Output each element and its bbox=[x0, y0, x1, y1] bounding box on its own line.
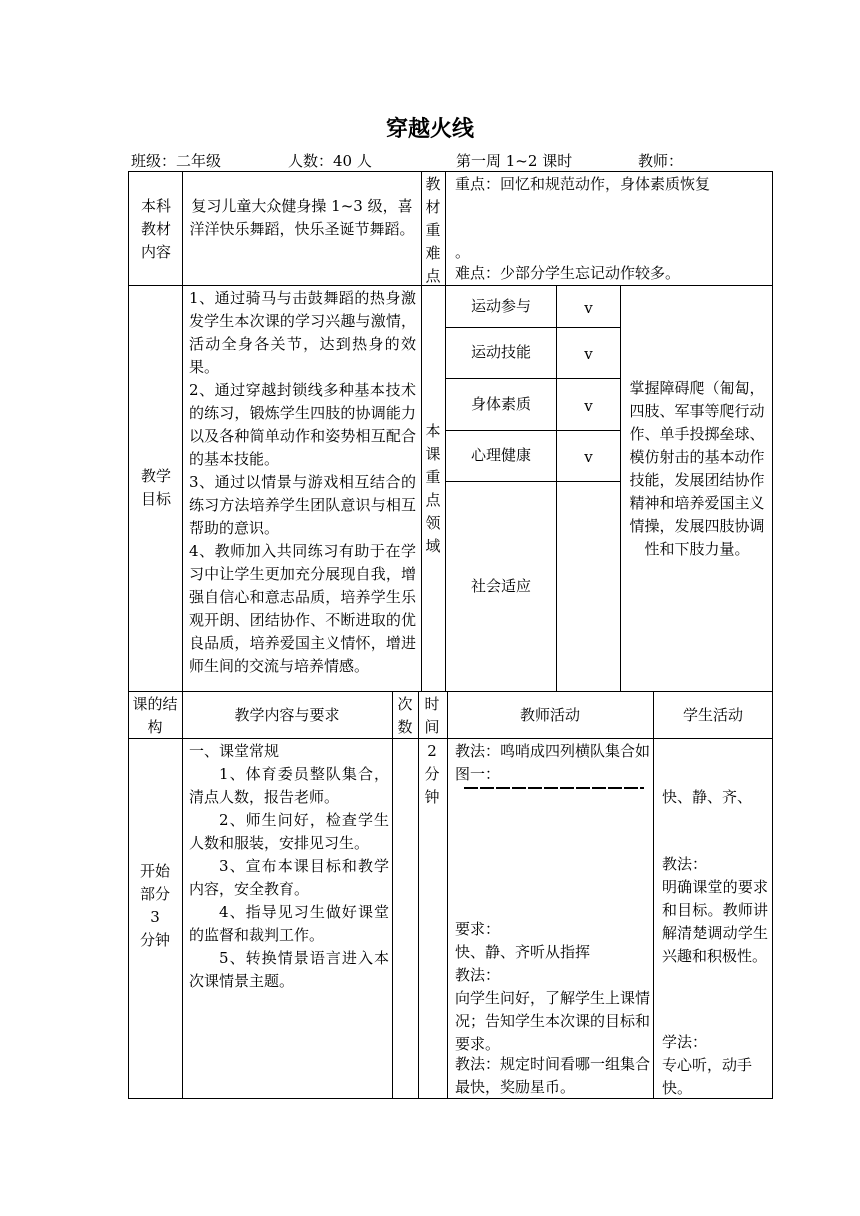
goal-item: 2、通过穿越封锁线多种基本技术的练习，锻炼学生四肢的协调能力以及各种简单动作和姿势相互配合的基本技能。 bbox=[189, 381, 416, 468]
student-activity-1: 快、静、齐、 bbox=[662, 788, 753, 806]
student-method-label: 教法： bbox=[662, 855, 708, 873]
domain-name: 心理健康 bbox=[470, 446, 531, 464]
material-content: 复习儿童大众健身操 1~3 级，喜洋洋快乐舞蹈，快乐圣诞节舞蹈。 bbox=[189, 197, 415, 238]
goals-label: 教学目标 bbox=[140, 467, 171, 508]
teacher-method-text: 向学生问好，了解学生上课情况；告知学生本次课的目标和要求。 bbox=[455, 989, 651, 1053]
domain-name: 运动参与 bbox=[470, 297, 531, 315]
domain-check: v bbox=[584, 345, 593, 363]
start-label-line: 部分 bbox=[139, 885, 170, 903]
domain-name: 身体素质 bbox=[470, 395, 531, 413]
start-label-line: 分钟 bbox=[139, 931, 170, 949]
teacher-method-3: 教法：规定时间看哪一组集合最快，奖励星币。 bbox=[455, 1055, 651, 1096]
teacher-activity-top: 教法：鸣哨成四列横队集合如图一： bbox=[455, 742, 651, 783]
content-header: 教学内容与要求 bbox=[234, 706, 340, 724]
time-header: 时间 bbox=[424, 695, 440, 736]
goals-list bbox=[189, 287, 416, 678]
teacher-header: 教师活动 bbox=[519, 706, 580, 724]
start-label-line: 3 bbox=[150, 908, 160, 926]
student-header: 学生活动 bbox=[682, 706, 743, 724]
start-time: 2分钟 bbox=[424, 742, 440, 806]
class-info: 班级：二年级 bbox=[131, 152, 222, 170]
domain-name: 社会适应 bbox=[470, 577, 531, 595]
difficulty-text: 难点：少部分学生忘记动作较多。 bbox=[455, 264, 681, 282]
key-point: 重点：回忆和规范动作，身体素质恢复 bbox=[455, 175, 711, 193]
teacher-req-label: 要求： bbox=[455, 920, 501, 938]
key-point-end: 。 bbox=[455, 243, 471, 261]
times-header: 次数 bbox=[397, 695, 413, 736]
week-info: 第一周 1~2 课时 bbox=[456, 152, 573, 170]
material-label: 本科教材内容 bbox=[140, 197, 171, 261]
goal-item: 4、教师加入共同练习有助于在学习中让学生更加充分展现自我，增强自信心和意志品质，培养学生乐观开朗、团结协作、不断进取的优良品质，培养爱国主义情怀，增进师生间的交流与培养情感。 bbox=[189, 542, 416, 675]
domain-check: v bbox=[584, 299, 593, 317]
teacher-method-label: 教法： bbox=[455, 966, 501, 984]
goals-summary: 掌握障碍爬（匍匐，四肢、军事等爬行动作、单手投掷垒球、模仿射击的基本动作技能，发展团结协作精神和培养爱国主义情操，发展四肢协调性和下肢力量。 bbox=[629, 379, 765, 558]
student-method-text: 明确课堂的要求和目标。教师讲解清楚调动学生兴趣和积极性。 bbox=[662, 878, 768, 965]
goal-item: 1、通过骑马与击鼓舞蹈的热身激发学生本次课的学习兴趣与激情，活动全身各关节，达到热身的效果。 bbox=[189, 289, 416, 376]
count-info: 人数：40 人 bbox=[288, 152, 372, 170]
start-item: 5、转换情景语言进入本次课情景主题。 bbox=[189, 949, 389, 990]
difficulty-label: 教材重难点 bbox=[425, 175, 441, 285]
formation-diagram bbox=[462, 784, 646, 794]
page-title: 穿越火线 bbox=[385, 117, 474, 142]
structure-header: 课的结构 bbox=[132, 695, 178, 736]
teacher-info: 教师： bbox=[638, 152, 684, 170]
student-learn-label: 学法： bbox=[662, 1033, 708, 1051]
start-item: 2、师生问好，检查学生人数和服装，安排见习生。 bbox=[189, 811, 389, 852]
student-learn-text: 专心听，动手快。 bbox=[662, 1056, 753, 1097]
start-content bbox=[189, 740, 389, 993]
domain-label: 本课重点领域 bbox=[425, 422, 441, 555]
domain-name: 运动技能 bbox=[470, 343, 531, 361]
teacher-req-text: 快、静、齐听从指挥 bbox=[455, 943, 591, 961]
start-label-line: 开始 bbox=[139, 862, 170, 880]
domain-check: v bbox=[584, 448, 593, 466]
domain-check: v bbox=[584, 397, 593, 415]
goal-item: 3、通过以情景与游戏相互结合的练习方法培养学生团队意识与相互帮助的意识。 bbox=[189, 473, 416, 537]
start-item: 1、体育委员整队集合，清点人数，报告老师。 bbox=[189, 765, 389, 806]
start-label bbox=[132, 860, 178, 952]
start-item: 3、宣布本课目标和教学内容，安全教育。 bbox=[189, 857, 389, 898]
start-item: 4、指导见习生做好课堂的监督和裁判工作。 bbox=[189, 903, 389, 944]
start-item-heading: 一、课堂常规 bbox=[189, 742, 280, 760]
